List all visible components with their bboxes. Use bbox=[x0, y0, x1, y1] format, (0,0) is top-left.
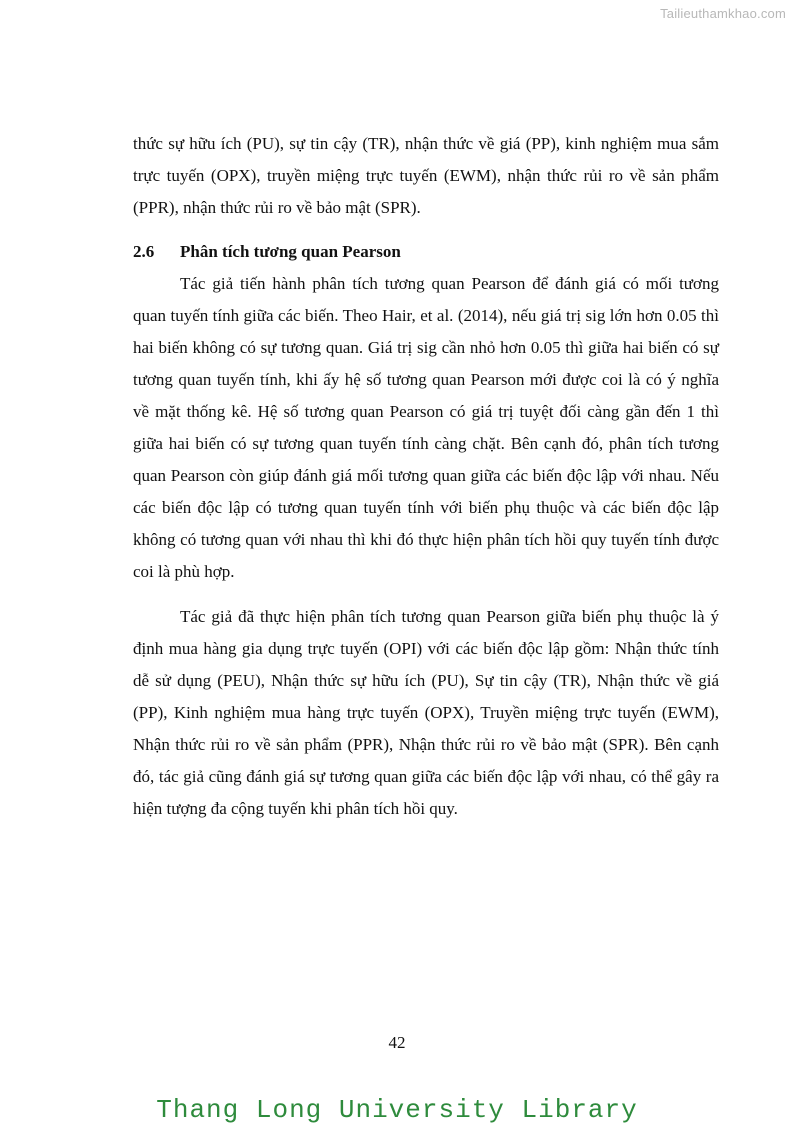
section-heading bbox=[133, 236, 719, 268]
watermark-text: Tailieuthamkhao.com bbox=[660, 6, 786, 21]
paragraph-intro: thức sự hữu ích (PU), sự tin cậy (TR), nhận thức về giá (PP), kinh nghiệm mua sắm trực tuyến (OPX), truyền miệng trực tuyến (EWM), nhận thức rủi ro về sản phẩm (PPR), nhận thức rủi ro về bảo mật (SPR). bbox=[133, 134, 719, 217]
footer-library-name: Thang Long University Library bbox=[156, 1095, 638, 1123]
paragraph-1: Tác giả tiến hành phân tích tương quan Pearson để đánh giá có mối tương quan tuyến tính giữa các biến. Theo Hair, et al. (2014), nếu giá trị sig lớn hơn 0.05 thì hai biến không có sự tương quan. Giá trị sig cần nhỏ hơn 0.05 thì giữa hai biến có sự tương quan tuyến tính, khi ấy hệ số tương quan Pearson mới được coi là có ý nghĩa về mặt thống kê. Hệ số tương quan Pearson có giá trị tuyệt đối càng gần đến 1 thì giữa hai biến có sự tương quan tuyến tính càng chặt. Bên cạnh đó, phân tích tương quan Pearson còn giúp đánh giá mối tương quan giữa các biến độc lập với nhau. Nếu các biến độc lập có tương quan tuyến tính với biến phụ thuộc và các biến độc lập không có tương quan với nhau thì khi đó thực hiện phân tích hồi quy tuyến tính được coi là phù hợp. bbox=[133, 274, 719, 581]
page-number: 42 bbox=[388, 1033, 406, 1052]
section-title: Phân tích tương quan Pearson bbox=[180, 242, 401, 261]
paragraph-2: Tác giả đã thực hiện phân tích tương quan Pearson giữa biến phụ thuộc là ý định mua hàng gia dụng trực tuyến (OPI) với các biến độc lập gồm: Nhận thức tính dễ sử dụng (PEU), Nhận thức sự hữu ích (PU), Sự tin cậy (TR), Nhận thức về giá (PP), Kinh nghiệm mua hàng trực tuyến (OPX), Truyền miệng trực tuyến (EWM), Nhận thức rủi ro về sản phẩm (PPR), Nhận thức rủi ro về bảo mật (SPR). Bên cạnh đó, tác giả cũng đánh giá sự tương quan giữa các biến độc lập với nhau, có thể gây ra hiện tượng đa cộng tuyến khi phân tích hồi quy. bbox=[133, 607, 719, 818]
section-number: 2.6 bbox=[133, 242, 155, 261]
